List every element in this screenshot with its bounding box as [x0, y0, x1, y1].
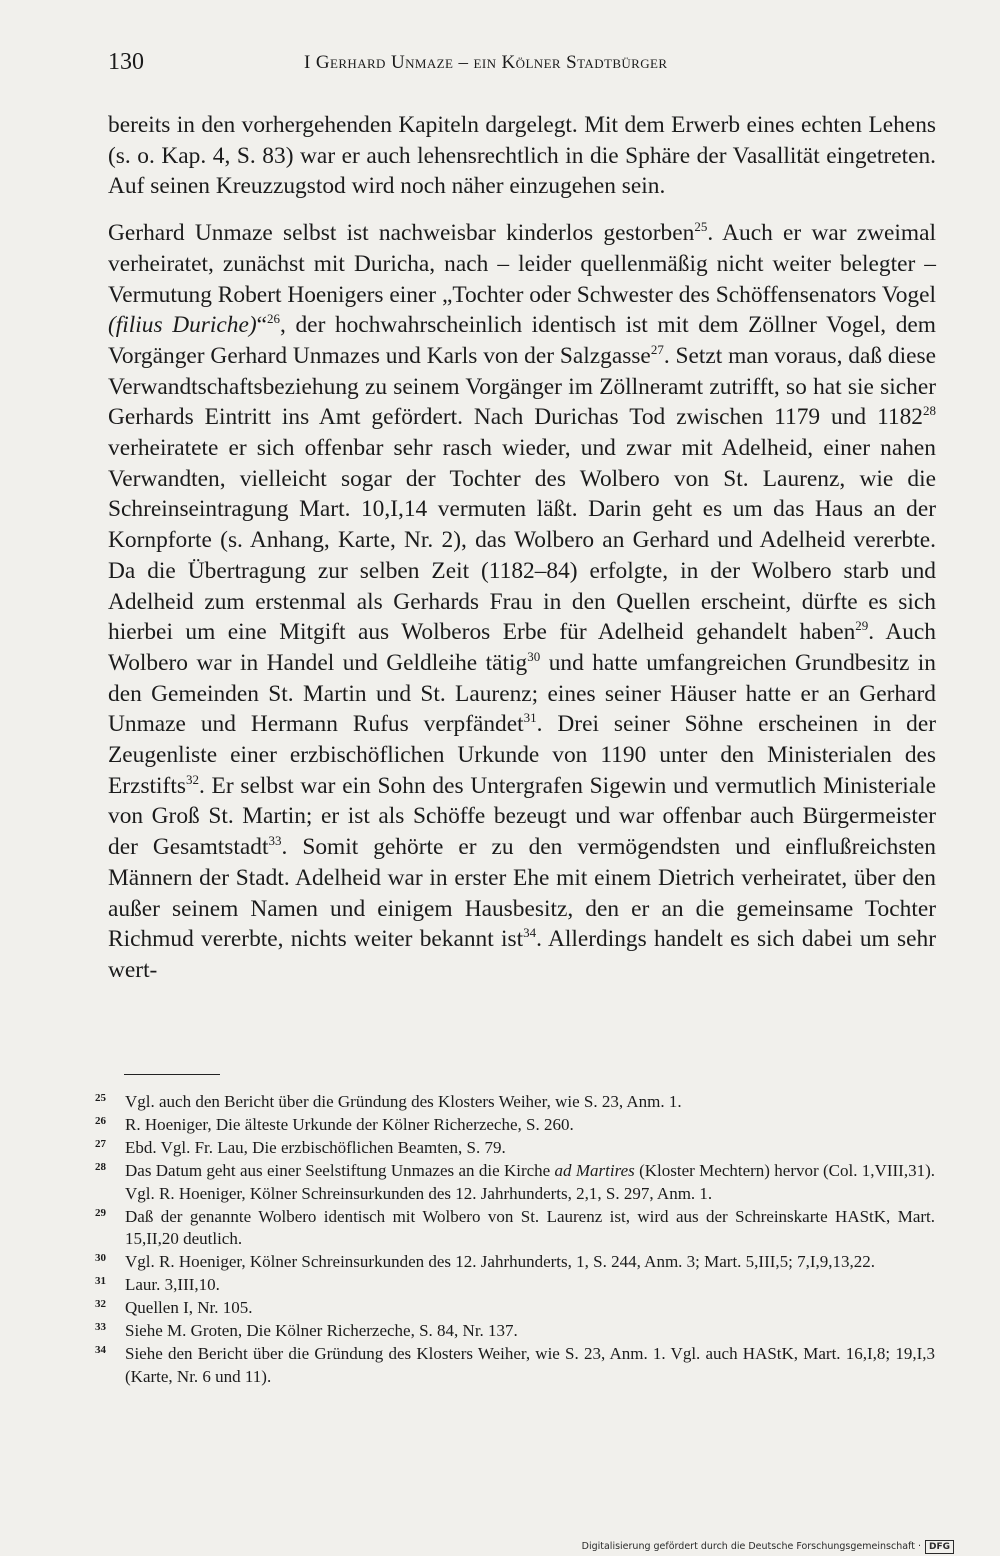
footnote-26: [95, 1114, 935, 1137]
text-run: Gerhard Unmaze selbst ist nachweisbar kinderlos gestorben: [108, 220, 695, 247]
footnote-number: 30: [95, 1252, 106, 1265]
page-number: 130: [108, 49, 144, 75]
text-run: . Somit gehörte er zu den vermögendsten und einflußreichsten Männern der Stadt. Adelheid war in erster Ehe mit einem Dietrich verheiratet, über den außer seinem Namen und einigem Hausbesitz, den er an die gemeinsame Tochter Richmud vererbte, nichts weiter bekannt ist: [108, 834, 937, 953]
footnote-27: [95, 1137, 935, 1160]
footnote-number: 34: [95, 1343, 106, 1356]
footnote-text: Das Datum geht aus einer Seelstiftung Unmazes an die Kirche: [125, 1160, 555, 1180]
paragraph-2: [108, 218, 936, 986]
text-run: . Setzt man voraus, daß diese Verwandtschaftsbeziehung zu seinem Vorgänger im Zöllneramt zutrifft, so hat sie sicher Gerhards Eintritt ins Amt gefördert. Nach Durichas Tod zwischen 1179 und 1182: [108, 342, 936, 431]
footnote-number: 28: [95, 1160, 106, 1173]
footnote-text: (Kloster Mechtern) hervor (Col. 1,VIII,31). Vgl. R. Hoeniger, Kölner Schreinsurkunden des 12. Jahrhunderts, 2,1, S. 297, Anm. 1.: [125, 1160, 935, 1203]
text-run: und hatte umfangreichen Grundbesitz in den Gemeinden St. Martin und St. Laurenz; eines seiner Häuser hatte er an Gerhard Unmaze und Hermann Rufus verpfändet: [108, 649, 937, 738]
text-run: . Auch Wolbero war in Handel und Geldleihe tätig: [108, 619, 936, 676]
running-head-title: I Gerhard Unmaze – ein Kölner Stadtbürger: [304, 52, 668, 73]
text-run: , der hochwahrscheinlich identisch ist mit dem Zöllner Vogel, dem Vorgänger Gerhard Unmazes und Karls von der Salzgasse: [108, 312, 936, 369]
footnote-number: 27: [95, 1137, 106, 1150]
footnote-italic: ad Martires: [554, 1160, 635, 1180]
footnote-34: [95, 1343, 935, 1389]
footnote-number: 32: [95, 1298, 106, 1311]
footnote-text: Siehe den Bericht über die Gründung des Klosters Weiher, wie S. 23, Anm. 1. Vgl. auch HAStK, Mart. 16,I,8; 19,I,3 (Karte, Nr. 6 und 11).: [125, 1343, 935, 1386]
italic-quote: (filius Duriche): [108, 312, 257, 339]
digitization-credit: [582, 1540, 954, 1554]
footnote-28: [95, 1160, 935, 1206]
footnote-ref-26[interactable]: 26: [267, 311, 281, 327]
footnote-ref-29[interactable]: 29: [855, 618, 869, 634]
footnote-ref-34[interactable]: 34: [523, 925, 537, 941]
text-run: . Auch er war zweimal verheiratet, zunächst mit Duricha, nach – leider quellenmäßig nicht weiter belegter – Vermutung Robert Hoenigers einer „Tochter oder Schwester des Schöffensenators Vogel: [108, 220, 936, 308]
text-run: verheiratete er sich offenbar sehr rasch wieder, und zwar mit Adelheid, einer nahen Verwandten, vielleicht sogar der Tochter des Wolbero von St. Laurenz, wie die Schreinseintragung Mart. 10,I,14 vermuten läßt. Darin geht es um das Haus an der Kornpforte (s. Anhang, Karte, Nr. 2), das Wolbero an Gerhard und Adelheid vererbte. Da die Übertragung zur selben Zeit (1182–84) erfolgte, in der Wolbero starb und Adelheid zum erstenmal als Gerhards Frau in den Quellen erscheint, dürfte es sich hierbei um eine Mitgift aus Wolberos Erbe für Adelheid gehandelt haben: [108, 435, 936, 646]
text-run: . Drei seiner Söhne erscheinen in der Zeugenliste einer erzbischöflichen Urkunde von 1190 unter den Ministerialen des Erzstifts: [108, 711, 936, 799]
footnote-ref-28[interactable]: 28: [923, 403, 936, 419]
footnote-30: [95, 1251, 935, 1274]
text-run: . Er selbst war ein Sohn des Untergrafen Sigewin und vermutlich Ministeriale von Groß St. Martin; er ist als Schöffe bezeugt und war offenbar auch Bürgermeister der Gesamtstadt: [108, 772, 936, 861]
footnote-separator: [124, 1074, 220, 1075]
footnotes: [95, 1091, 935, 1389]
footnote-text: R. Hoeniger, Die älteste Urkunde der Kölner Richerzeche, S. 260.: [125, 1114, 574, 1134]
footnote-25: [95, 1091, 935, 1114]
footnote-ref-31[interactable]: 31: [523, 710, 537, 726]
footnote-ref-32[interactable]: 32: [185, 771, 199, 787]
footnote-text: Vgl. auch den Bericht über die Gründung des Klosters Weiher, wie S. 23, Anm. 1.: [125, 1092, 682, 1111]
footnote-33: [95, 1320, 935, 1343]
footnote-text: Quellen I, Nr. 105.: [125, 1298, 253, 1318]
footnote-ref-33[interactable]: 33: [268, 833, 282, 849]
footnote-number: 25: [95, 1092, 106, 1104]
footnote-text: Siehe M. Groten, Die Kölner Richerzeche, S. 84, Nr. 137.: [125, 1321, 518, 1341]
footnote-number: 26: [95, 1114, 106, 1127]
footnote-text: Laur. 3,III,10.: [125, 1275, 220, 1295]
paragraph-1: bereits in den vorhergehenden Kapiteln dargelegt. Mit dem Erwerb eines echten Lehens (s. o. Kap. 4, S. 83) war er auch lehensrechtlich in die Sphäre der Vasallität eingetreten. Auf seinen Kreuzzugstod wird noch näher einzugehen sein.: [108, 112, 936, 200]
footnote-number: 33: [95, 1321, 106, 1334]
footnote-31: [95, 1274, 935, 1297]
footnote-32: [95, 1297, 935, 1320]
footnote-ref-25[interactable]: 25: [694, 219, 708, 235]
text-run: . Allerdings handelt es sich dabei um sehr wert-: [108, 926, 936, 983]
footnote-29: [95, 1206, 935, 1252]
running-head: [108, 44, 940, 84]
dfg-logo: DFG: [925, 1540, 954, 1554]
body-text: [108, 110, 936, 986]
footnote-number: 31: [95, 1275, 106, 1288]
footnote-text: Vgl. R. Hoeniger, Kölner Schreinsurkunden des 12. Jahrhunderts, 1, S. 244, Anm. 3; Mart. 5,III,5; 7,I,9,13,22.: [125, 1252, 876, 1272]
footnote-text: Daß der genannte Wolbero identisch mit Wolbero von St. Laurenz ist, wird aus der Schreinskarte HAStK, Mart. 15,II,20 deutlich.: [125, 1206, 935, 1249]
footnote-number: 29: [95, 1206, 106, 1219]
text-run: “: [256, 312, 268, 339]
footnote-ref-30[interactable]: 30: [527, 648, 541, 664]
footnote-ref-27[interactable]: 27: [650, 341, 664, 357]
credit-text: Digitalisierung gefördert durch die Deutsche Forschungsgemeinschaft ·: [581, 1541, 921, 1552]
footnote-text: Ebd. Vgl. Fr. Lau, Die erzbischöflichen Beamten, S. 79.: [125, 1137, 506, 1157]
